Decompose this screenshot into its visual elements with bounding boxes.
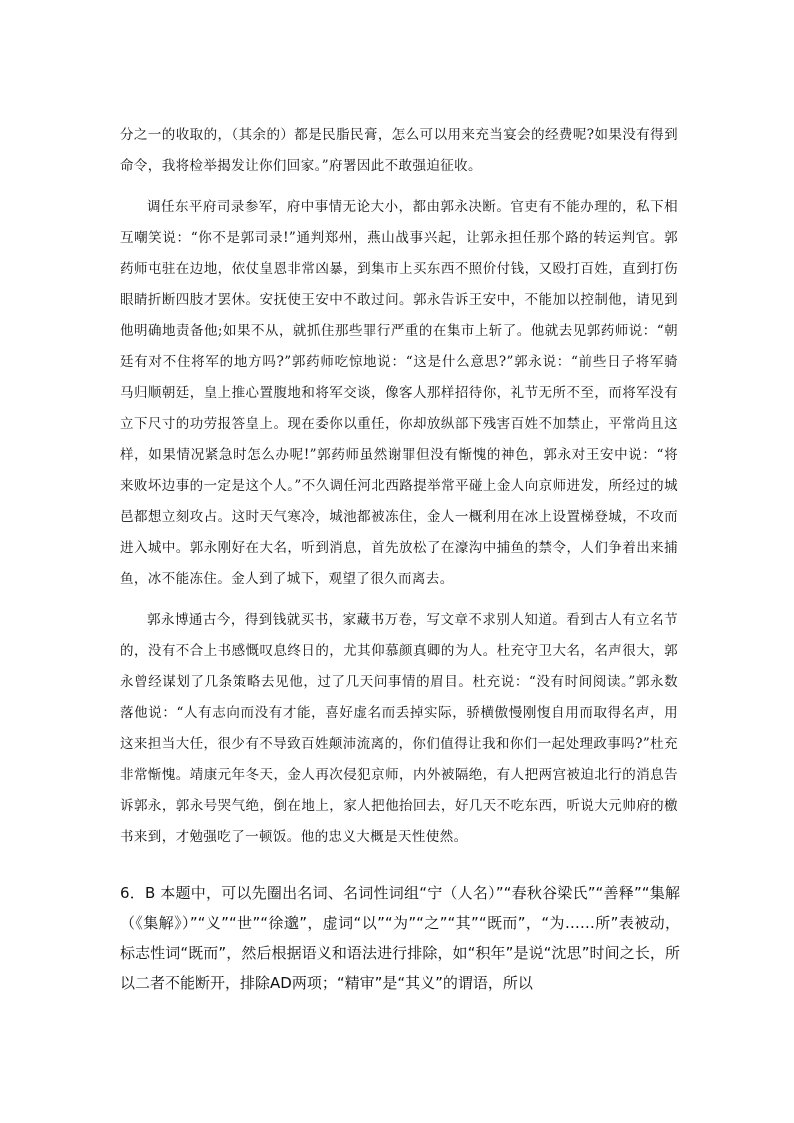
translation-text [120,120,678,853]
translation-paragraph-2: 调任东平府司录参军，府中事情无论大小，都由郭永决断。官吏有不能办理的，私下相互嘲笑说：“你不是郭司录!”通判郑州，燕山战事兴起，让郭永担任那个路的转运判官。郭药师屯驻在边地，依仗皇恩非常凶暴，到集市上买东西不照价付钱，又殴打百姓，直到打伤眼睛折断四肢才罢休。安抚使王安中不敢过问。郭永告诉王安中，不能加以控制他，请见到他明确地责备他;如果不从，就抓住那些罪行严重的在集市上斩了。他就去见郭药师说：“朝廷有对不住将军的地方吗?”郭药师吃惊地说：“这是什么意思?”郭永说：“前些日子将军骑马归顺朝廷，皇上推心置腹地和将军交谈，像客人那样招待你，礼节无所不至，而将军没有立下尺寸的功劳报答皇上。现在委你以重任，你却放纵部下残害百姓不加禁止，平常尚且这样，如果情况紧急时怎么办呢!”郭药师虽然谢罪但没有惭愧的神色，郭永对王安中说：“将来败坏边事的一定是这个人。”不久调任河北西路提举常平碰上金人向京师进发，所经过的城邑都想立刻攻占。这时天气寒冷，城池都被冻住，金人一概利用在冰上设置梯登城，不攻而进入城中。郭永刚好在大名，听到消息，首先放松了在濠沟中捕鱼的禁令，人们争着出来捕鱼，冰不能冻住。金人到了城下，观望了很久而离去。 [120,199,678,587]
translation-paragraph-1: 分之一的收取的，（其余的）都是民脂民膏，怎么可以用来充当宴会的经费呢?如果没有得到命令，我将检举揭发让你们回家。”府署因此不敢强迫征收。 [120,127,678,174]
answer-paragraph: 6．B 本题中，可以先圈出名词、名词性词组“宁（人名）”“春秋谷梁氏”“善释”“集解（《集解》）”“义”“世”“徐邈”，虚词“以”“为”“之”“其”“既而”，“为……所”表被动，标志性词“既而”，然后根据语义和语法进行排除，如“积年”是说“沈思”时间之长，所以二者不能断开，排除AD两项；“精审”是“其义”的谓语，所以 [120,884,680,992]
answer-explanation [120,878,680,998]
translation-paragraph-3: 郭永博通古今，得到钱就买书，家藏书万卷，写文章不求别人知道。看到古人有立名节的，没有不合上书感慨叹息终日的，尤其仰慕颜真卿的为人。杜充守卫大名，名声很大，郭永曾经谋划了几条策略去见他，过了几天问事情的眉目。杜充说：“没有时间阅读。”郭永数落他说：“人有志向而没有才能，喜好虚名而丢掉实际，骄横傲慢刚愎自用而取得名声，用这来担当大任，很少有不导致百姓颠沛流离的，你们值得让我和你们一起处理政事吗?”杜充非常惭愧。靖康元年冬天，金人再次侵犯京师，内外被隔绝，有人把两宫被迫北行的消息告诉郭永，郭永号哭气绝，倒在地上，家人把他抬回去，好几天不吃东西，听说大元帅府的檄书来到，才勉强吃了一顿饭。他的忠义大概是天性使然。 [120,612,678,845]
